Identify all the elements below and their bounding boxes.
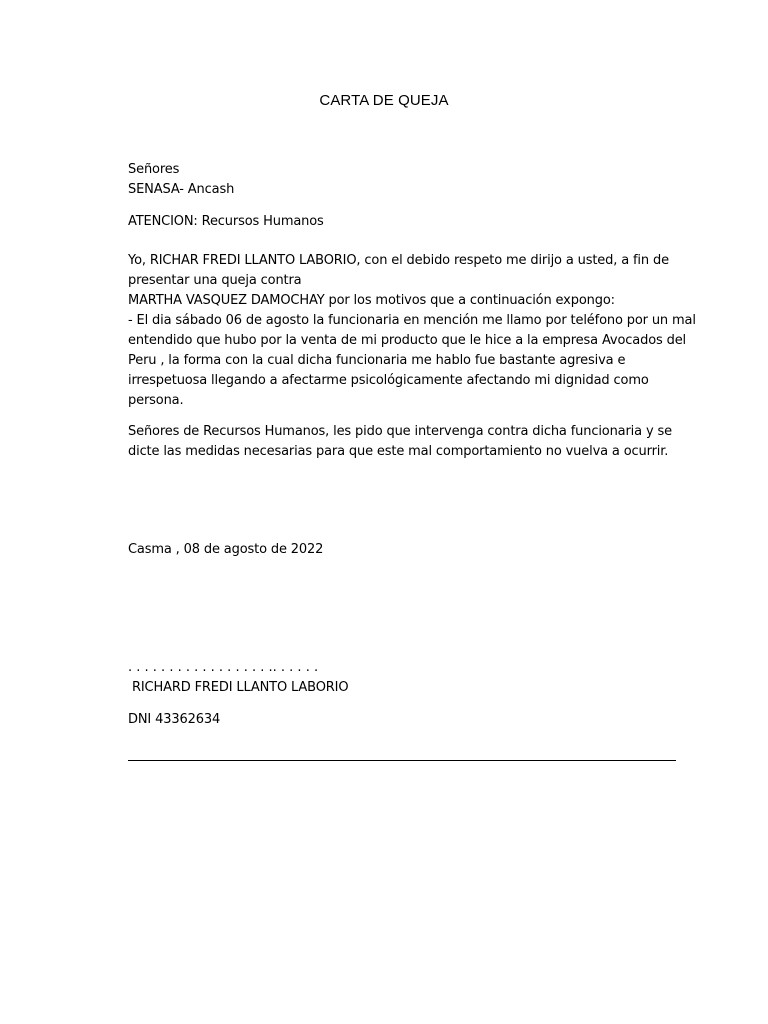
body-paragraph-1-line: irrespetuosa llegando a afectarme psicológicamente afectando mi dignidad como [128, 373, 649, 388]
bottom-divider [128, 760, 676, 761]
body-paragraph-1 [128, 251, 696, 411]
body-paragraph-1-line: Yo, RICHAR FREDI LLANTO LABORIO, con el debido respeto me dirijo a usted, a fin de [128, 253, 669, 268]
letter-title: CARTA DE QUEJA [319, 92, 449, 109]
signature-dotted-line: . . . . . . . . . . . . . . . . . .. . . . . . [128, 660, 319, 675]
signer-dni: DNI 43362634 [128, 712, 221, 727]
recipient-line-2: SENASA- Ancash [128, 182, 235, 197]
signer-name: RICHARD FREDI LLANTO LABORIO [128, 680, 349, 695]
body-paragraph-1-line: MARTHA VASQUEZ DAMOCHAY por los motivos que a continuación expongo: [128, 293, 615, 308]
place-date: Casma , 08 de agosto de 2022 [128, 542, 324, 557]
body-paragraph-1-line: Peru , la forma con la cual dicha funcionaria me hablo fue bastante agresiva e [128, 353, 626, 368]
body-paragraph-1-line: persona. [128, 393, 184, 408]
body-paragraph-1-line: entendido que hubo por la venta de mi producto que le hice a la empresa Avocados del [128, 333, 687, 348]
body-paragraph-1-line: presentar una queja contra [128, 273, 302, 288]
recipient-line-1: Señores [128, 162, 180, 177]
body-paragraph-2-line: dicte las medidas necesarias para que este mal comportamiento no vuelva a ocurrir. [128, 444, 669, 459]
body-paragraph-2-line: Señores de Recursos Humanos, les pido que intervenga contra dicha funcionaria y se [128, 424, 672, 439]
body-paragraph-1-line: - El dia sábado 06 de agosto la funcionaria en mención me llamo por teléfono por un mal [128, 313, 696, 328]
body-paragraph-2 [128, 422, 672, 462]
attention-line: ATENCION: Recursos Humanos [128, 214, 324, 229]
